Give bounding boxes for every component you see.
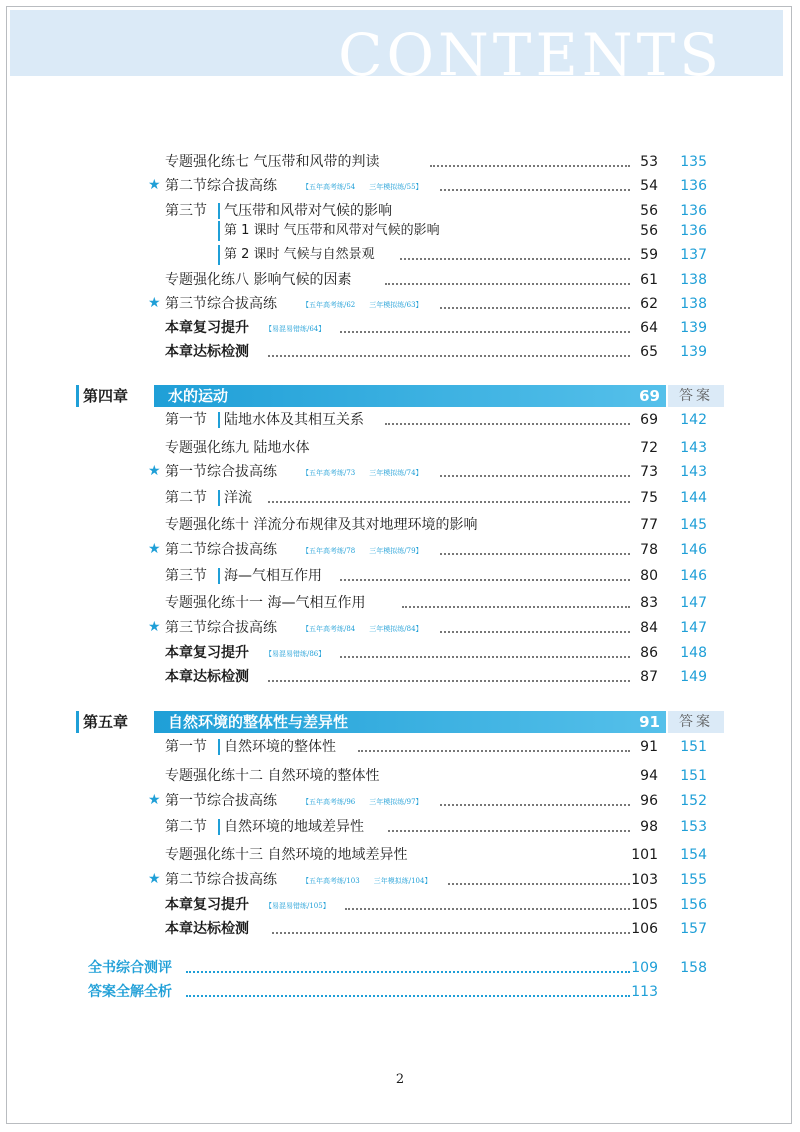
star-icon: ★: [148, 871, 161, 887]
leader-dots: [272, 932, 630, 934]
entry-answer-page: 135: [680, 154, 707, 170]
entry-title: 本章复习提升: [165, 645, 249, 661]
section-divider: [218, 819, 220, 835]
toc-entry[interactable]: [0, 341, 800, 363]
toc-entry[interactable]: [0, 894, 800, 916]
entry-page: 98: [640, 819, 658, 835]
entry-answer-page: 139: [680, 344, 707, 360]
entry-answer-page: 139: [680, 320, 707, 336]
leader-dots: [440, 307, 630, 309]
page-number: 2: [395, 1072, 405, 1087]
entry-page: 75: [640, 490, 658, 506]
toc-entry[interactable]: [0, 981, 800, 1003]
entry-page: 59: [640, 247, 658, 263]
star-icon: ★: [148, 463, 161, 479]
toc-entry[interactable]: [0, 642, 800, 664]
entry-page: 62: [640, 296, 658, 312]
entry-title: 第二节综合拔高练: [165, 872, 277, 888]
section-number: 第三节: [165, 568, 207, 584]
entry-answer-page: 143: [680, 440, 707, 456]
entry-page: 72: [640, 440, 658, 456]
leader-dots: [440, 475, 630, 477]
entry-title: 第 2 课时 气候与自然景观: [224, 247, 375, 262]
leader-dots: [268, 501, 630, 503]
toc-section-entry[interactable]: [0, 736, 800, 758]
entry-title: 专题强化练八 影响气候的因素: [165, 272, 352, 288]
toc-section-entry[interactable]: [0, 409, 800, 431]
toc-section-entry[interactable]: [0, 487, 800, 509]
section-divider: [218, 490, 220, 506]
entry-tags: 【易混易错练/105】: [265, 902, 330, 910]
leader-dots: [268, 355, 630, 357]
chapter-title: 水的运动: [168, 387, 229, 405]
chapter-page: 69: [639, 387, 660, 405]
entry-title: 专题强化练十 洋流分布规律及其对地理环境的影响: [165, 517, 478, 533]
entry-page: 113: [631, 984, 658, 1000]
entry-title: 第二节综合拔高练: [165, 542, 277, 558]
toc-section-entry[interactable]: [0, 816, 800, 838]
entry-page: 80: [640, 568, 658, 584]
chapter-heading-4[interactable]: [76, 385, 724, 407]
toc-entry[interactable]: [0, 293, 800, 315]
leader-dots: [345, 908, 630, 910]
leader-dots: [268, 680, 630, 682]
entry-page: 105: [631, 897, 658, 913]
section-divider: [218, 245, 220, 265]
section-number: 第三节: [165, 203, 207, 219]
entry-tags: 【五年高考练/78 三年模拟练/79】: [302, 547, 423, 555]
leader-dots: [400, 258, 630, 260]
entry-answer-page: 147: [680, 595, 707, 611]
entry-page: 109: [631, 960, 658, 976]
entry-page: 77: [640, 517, 658, 533]
toc-entry[interactable]: [0, 539, 800, 561]
leader-dots: [440, 631, 630, 633]
section-number: 第一节: [165, 739, 207, 755]
toc-section-entry[interactable]: [0, 565, 800, 587]
leader-dots: [340, 656, 630, 658]
entry-answer-page: 138: [680, 272, 707, 288]
entry-title: 本章达标检测: [165, 921, 249, 937]
entry-tags: 【五年高考练/73 三年模拟练/74】: [302, 469, 423, 477]
toc-entry[interactable]: [0, 175, 800, 197]
leader-dots: [385, 423, 630, 425]
answer-column-label: 答案: [668, 711, 724, 733]
entry-title: 第一节综合拔高练: [165, 464, 277, 480]
leader-dots: [340, 331, 630, 333]
toc-entry[interactable]: [0, 317, 800, 339]
entry-title: 自然环境的整体性: [224, 739, 336, 755]
entry-answer-page: 155: [680, 872, 707, 888]
entry-title: 本章达标检测: [165, 344, 249, 360]
entry-tags: 【五年高考练/54 三年模拟练/55】: [302, 183, 423, 191]
entry-title: 答案全解全析: [88, 984, 172, 1000]
entry-title: 第 1 课时 气压带和风带对气候的影响: [224, 223, 440, 238]
toc-entry[interactable]: [0, 514, 800, 536]
entry-answer-page: 152: [680, 793, 707, 809]
entry-title: 本章达标检测: [165, 669, 249, 685]
leader-dots: [340, 579, 630, 581]
chapter-label: 第四章: [76, 385, 148, 407]
toc-lesson-entry[interactable]: [0, 244, 800, 266]
toc-entry[interactable]: [0, 957, 800, 979]
entry-tags: 【五年高考练/96 三年模拟练/97】: [302, 798, 423, 806]
toc-entry[interactable]: [0, 592, 800, 614]
entry-answer-page: 136: [680, 223, 707, 239]
toc-section-entry[interactable]: [0, 200, 800, 222]
toc-entry[interactable]: [0, 437, 800, 459]
entry-page: 64: [640, 320, 658, 336]
entry-tags: 【五年高考练/84 三年模拟练/84】: [302, 625, 423, 633]
entry-page: 94: [640, 768, 658, 784]
entry-answer-page: 149: [680, 669, 707, 685]
entry-answer-page: 145: [680, 517, 707, 533]
entry-page: 61: [640, 272, 658, 288]
entry-tags: 【易混易错练/64】: [265, 325, 326, 333]
entry-answer-page: 142: [680, 412, 707, 428]
entry-answer-page: 136: [680, 178, 707, 194]
entry-page: 69: [640, 412, 658, 428]
star-icon: ★: [148, 541, 161, 557]
entry-answer-page: 143: [680, 464, 707, 480]
chapter-band: [154, 711, 666, 733]
star-icon: ★: [148, 295, 161, 311]
leader-dots: [385, 283, 630, 285]
section-divider: [218, 739, 220, 755]
entry-page: 73: [640, 464, 658, 480]
entry-answer-page: 147: [680, 620, 707, 636]
entry-title: 专题强化练七 气压带和风带的判读: [165, 154, 380, 170]
section-divider: [218, 203, 220, 219]
toc-entry[interactable]: [0, 461, 800, 483]
entry-page: 54: [640, 178, 658, 194]
entry-title: 本章复习提升: [165, 897, 249, 913]
entry-title: 陆地水体及其相互关系: [224, 412, 364, 428]
chapter-label: 第五章: [76, 711, 148, 733]
leader-dots: [430, 165, 630, 167]
entry-answer-page: 158: [680, 960, 707, 976]
section-divider: [218, 568, 220, 584]
entry-answer-page: 136: [680, 203, 707, 219]
entry-title: 第三节综合拔高练: [165, 296, 277, 312]
toc-entry[interactable]: [0, 790, 800, 812]
toc-entry[interactable]: [0, 765, 800, 787]
entry-title: 专题强化练十三 自然环境的地域差异性: [165, 847, 408, 863]
entry-page: 103: [631, 872, 658, 888]
entry-page: 83: [640, 595, 658, 611]
entry-title: 第三节综合拔高练: [165, 620, 277, 636]
entry-answer-page: 153: [680, 819, 707, 835]
entry-page: 65: [640, 344, 658, 360]
entry-page: 91: [640, 739, 658, 755]
entry-page: 87: [640, 669, 658, 685]
chapter-band: [154, 385, 666, 407]
chapter-heading-5[interactable]: [76, 711, 724, 733]
entry-title: 洋流: [224, 490, 252, 506]
entry-answer-page: 146: [680, 542, 707, 558]
star-icon: ★: [148, 177, 161, 193]
leader-dots: [186, 995, 630, 997]
entry-tags: 【五年高考练/62 三年模拟练/63】: [302, 301, 423, 309]
entry-title: 第二节综合拔高练: [165, 178, 277, 194]
entry-title: 气压带和风带对气候的影响: [224, 203, 392, 219]
entry-answer-page: 148: [680, 645, 707, 661]
entry-answer-page: 137: [680, 247, 707, 263]
leader-dots: [448, 883, 630, 885]
toc-entry[interactable]: [0, 666, 800, 688]
leader-dots: [440, 804, 630, 806]
entry-answer-page: 151: [680, 739, 707, 755]
leader-dots: [388, 830, 630, 832]
contents-header: [10, 10, 783, 76]
entry-title: 本章复习提升: [165, 320, 249, 336]
leader-dots: [358, 750, 630, 752]
chapter-title: 自然环境的整体性与差异性: [168, 713, 349, 731]
entry-answer-page: 151: [680, 768, 707, 784]
leader-dots: [186, 971, 630, 973]
toc-entry[interactable]: [0, 918, 800, 940]
entry-answer-page: 144: [680, 490, 707, 506]
toc-lesson-entry[interactable]: [0, 220, 800, 242]
leader-dots: [440, 189, 630, 191]
entry-title: 第一节综合拔高练: [165, 793, 277, 809]
entry-title: 自然环境的地域差异性: [224, 819, 364, 835]
entry-page: 53: [640, 154, 658, 170]
entry-page: 78: [640, 542, 658, 558]
entry-answer-page: 138: [680, 296, 707, 312]
entry-tags: 【易混易错练/86】: [265, 650, 326, 658]
entry-title: 全书综合测评: [88, 960, 172, 976]
toc-entry[interactable]: [0, 151, 800, 173]
toc-entry[interactable]: [0, 269, 800, 291]
star-icon: ★: [148, 792, 161, 808]
entry-page: 96: [640, 793, 658, 809]
leader-dots: [440, 553, 630, 555]
section-number: 第二节: [165, 819, 207, 835]
entry-page: 101: [631, 847, 658, 863]
entry-title: 专题强化练九 陆地水体: [165, 440, 310, 456]
entry-page: 56: [640, 203, 658, 219]
entry-page: 56: [640, 223, 658, 239]
star-icon: ★: [148, 619, 161, 635]
section-number: 第一节: [165, 412, 207, 428]
entry-page: 86: [640, 645, 658, 661]
entry-answer-page: 146: [680, 568, 707, 584]
section-number: 第二节: [165, 490, 207, 506]
toc-entry[interactable]: [0, 617, 800, 639]
entry-page: 84: [640, 620, 658, 636]
chapter-page: 91: [639, 713, 660, 731]
entry-answer-page: 156: [680, 897, 707, 913]
section-divider: [218, 221, 220, 241]
entry-answer-page: 157: [680, 921, 707, 937]
entry-tags: 【五年高考练/103 三年模拟练/104】: [302, 877, 432, 885]
section-divider: [218, 412, 220, 428]
entry-answer-page: 154: [680, 847, 707, 863]
toc-entry[interactable]: [0, 869, 800, 891]
leader-dots: [402, 606, 630, 608]
entry-page: 106: [631, 921, 658, 937]
entry-title: 专题强化练十二 自然环境的整体性: [165, 768, 380, 784]
toc-entry[interactable]: [0, 844, 800, 866]
contents-header-word: CONTENTS: [338, 21, 723, 76]
answer-column-label: 答案: [668, 385, 724, 407]
entry-title: 海—气相互作用: [224, 568, 322, 584]
entry-title: 专题强化练十一 海—气相互作用: [165, 595, 366, 611]
